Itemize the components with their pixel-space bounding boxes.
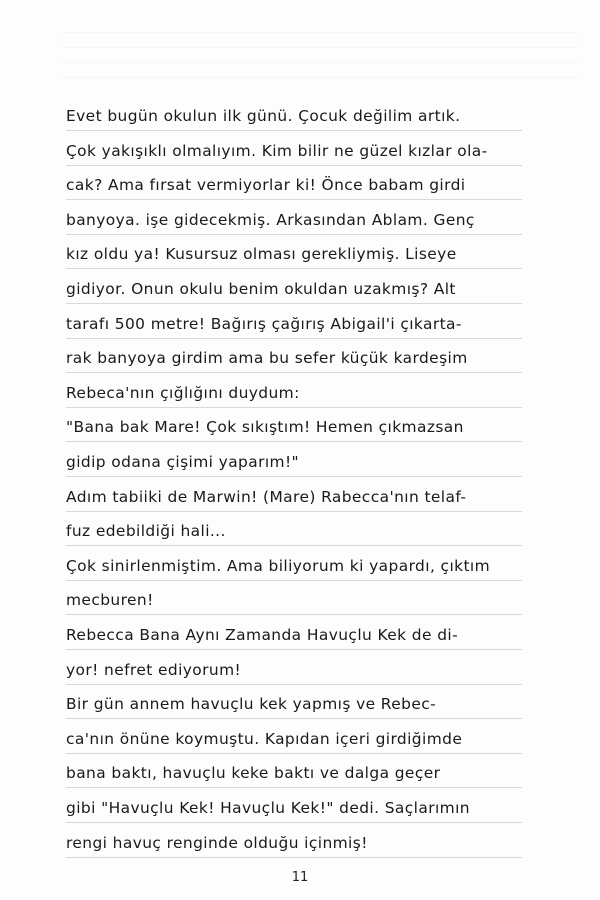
text-line: bana baktı, havuçlu keke baktı ve dalga geçer	[66, 764, 441, 783]
text-line: Çok yakışıklı olmalıyım. Kim bilir ne güzel kızlar ola-	[66, 141, 488, 160]
ruled-line	[66, 545, 522, 546]
ruled-line	[66, 268, 522, 269]
ruled-line	[66, 372, 522, 373]
ruled-line	[66, 441, 522, 442]
text-line: gidip odana çişimi yaparım!"	[66, 453, 300, 471]
text-line: gidiyor. Onun okulu benim okuldan uzakmış? Alt	[66, 280, 456, 298]
ruled-line	[66, 407, 522, 408]
text-line: yor! nefret ediyorum!	[66, 660, 242, 679]
ruled-line	[66, 303, 522, 304]
text-line: Rebecca Bana Aynı Zamanda Havuçlu Kek de di-	[66, 626, 459, 644]
text-line: rengi havuç renginde olduğu içinmiş!	[66, 833, 368, 852]
ruled-line	[66, 649, 522, 650]
page-number: 11	[291, 870, 309, 885]
ruled-line	[66, 234, 522, 235]
ruled-line	[66, 165, 522, 166]
ruled-line	[66, 199, 522, 200]
text-line: kız oldu ya! Kusursuz olması gerekliymiş. Liseye	[66, 245, 457, 264]
ruled-line	[66, 338, 522, 339]
text-line: cak? Ama fırsat vermiyorlar ki! Önce babam girdi	[66, 176, 466, 195]
text-line: Rebeca'nın çığlığını duydum:	[66, 383, 300, 402]
bleed-through-text	[60, 18, 580, 78]
text-line: tarafı 500 metre! Bağırış çağırış Abigail'i çıkarta-	[66, 314, 462, 333]
text-line: rak banyoya girdim ama bu sefer küçük kardeşim	[66, 349, 468, 368]
ruled-line	[66, 787, 522, 788]
text-line: Evet bugün okulun ilk günü. Çocuk değilim artık.	[66, 107, 461, 125]
text-line: ca'nın önüne koymuştu. Kapıdan içeri girdiğimde	[66, 729, 463, 748]
ruled-line	[66, 822, 522, 823]
text-line: Çok sinirlenmiştim. Ama biliyorum ki yapardı, çıktım	[66, 556, 491, 575]
ruled-line	[66, 718, 522, 719]
ruled-line	[66, 753, 522, 754]
text-line: "Bana bak Mare! Çok sıkıştım! Hemen çıkmazsan	[66, 418, 464, 437]
ruled-line	[66, 511, 522, 512]
text-line: mecburen!	[66, 591, 154, 610]
ruled-line	[66, 857, 522, 858]
ruled-line	[66, 130, 522, 131]
ruled-line	[66, 684, 522, 685]
ruled-line	[66, 580, 522, 581]
text-line: gibi "Havuçlu Kek! Havuçlu Kek!" dedi. Saçlarımın	[66, 799, 470, 817]
text-line: banyoya. işe gidecekmiş. Arkasından Ablam. Genç	[66, 210, 475, 229]
ruled-line	[66, 476, 522, 477]
text-line: fuz edebildiği hali...	[66, 522, 226, 541]
text-line: Bir gün annem havuçlu kek yapmış ve Rebec-	[66, 695, 437, 714]
ruled-line	[66, 614, 522, 615]
text-line: Adım tabiiki de Marwin! (Mare) Rabecca'nın telaf-	[66, 487, 467, 506]
